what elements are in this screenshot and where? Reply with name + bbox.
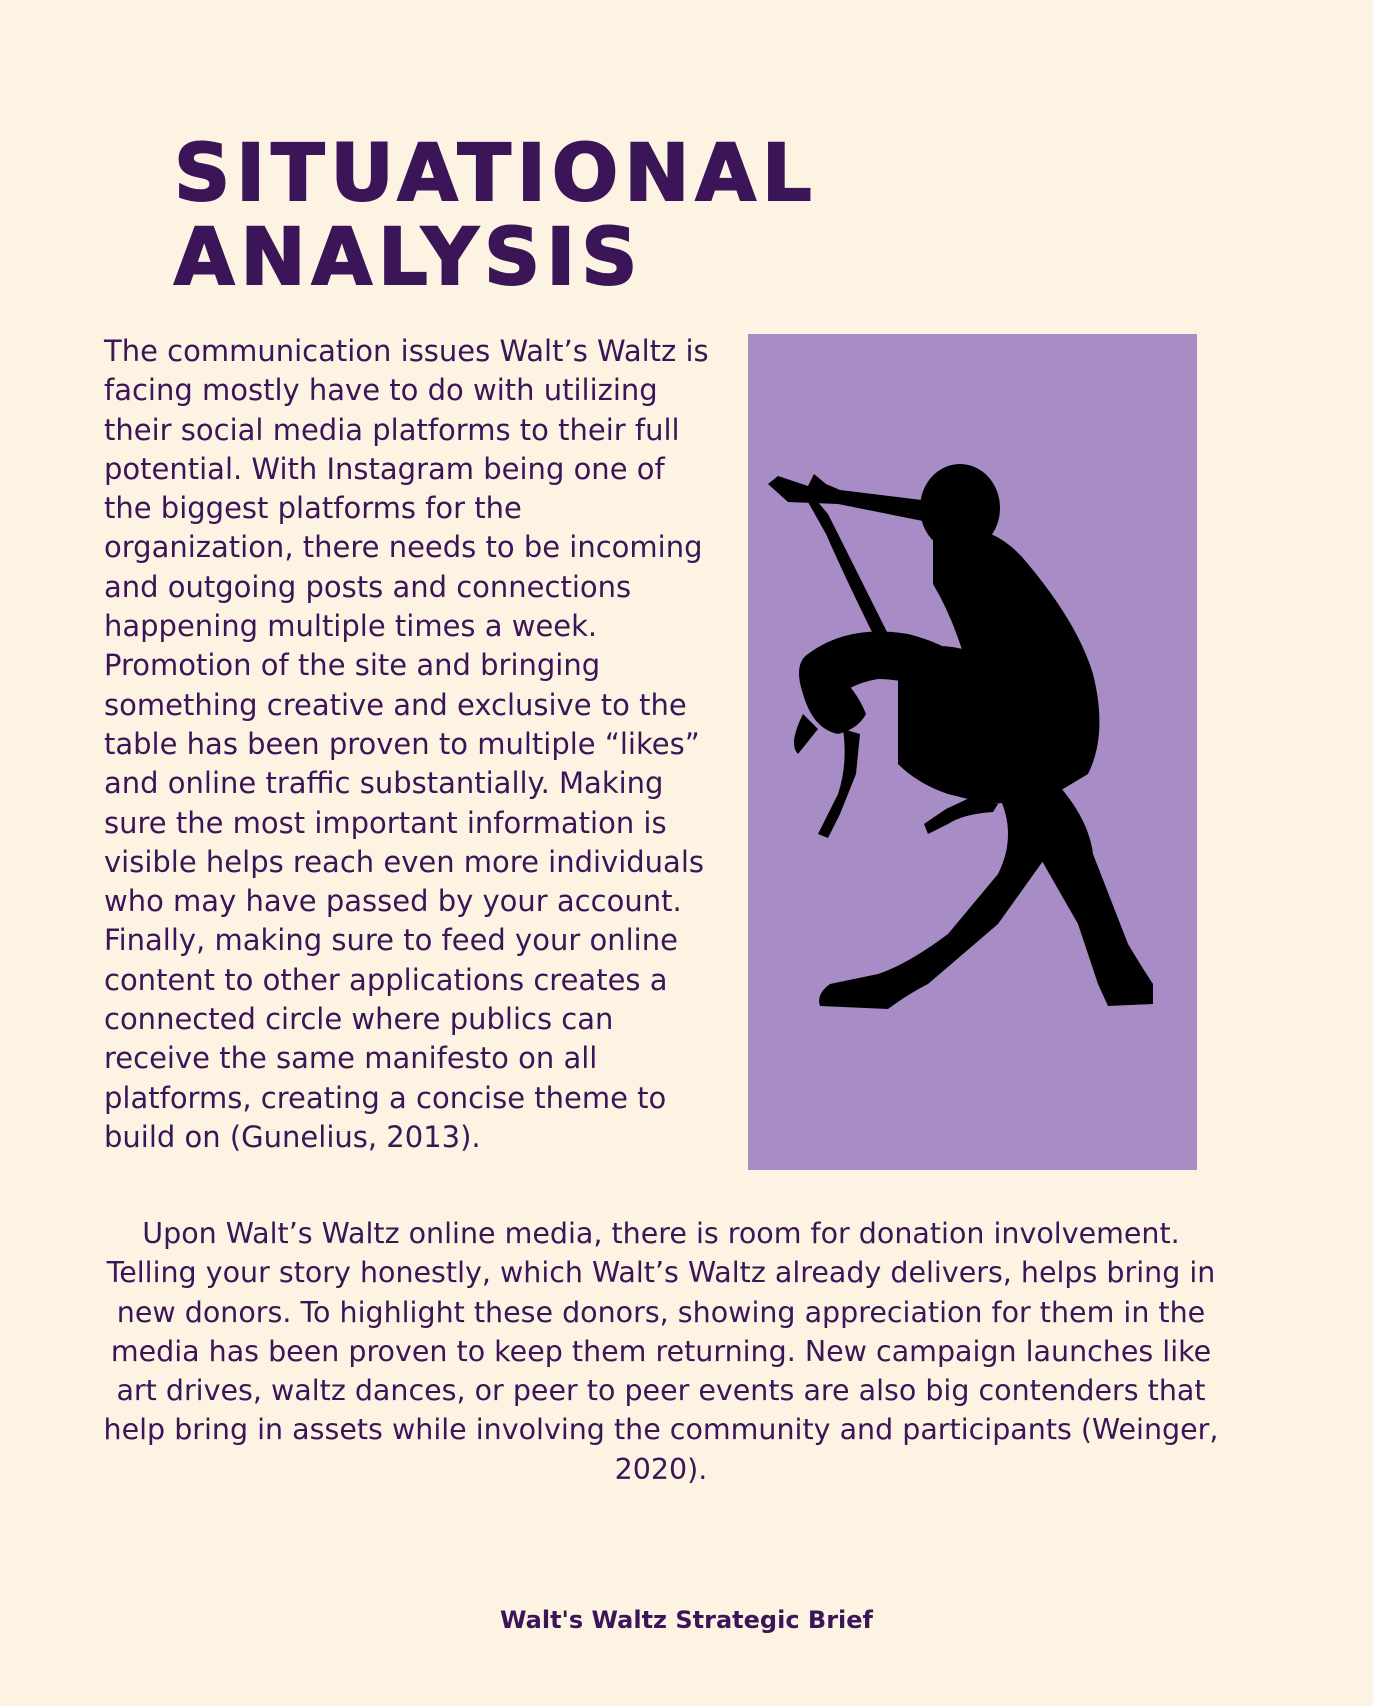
footer-caption: Walt's Waltz Strategic Brief — [500, 1606, 873, 1634]
title-line-1: SITUATIONAL — [174, 129, 818, 219]
body-paragraph-1: The communication issues Walt’s Waltz is facing mostly have to do with utilizing their social media platforms to their full potential. With Instagram being one of the biggest platforms for the organization, there needs to be incoming and outgoing posts and connections happening multiple times a week. Promotion of the site and bringing something creative and exclusive to the table has been proven to multiple “likes” and online traffic substantially. Making sure the most important information is visible helps reach even more individuals who may have passed by your account. Finally, making sure to feed your online content to other applications creates a connected circle where publics can receive the same manifesto on all platforms, creating a concise theme to build on (Gunelius, 2013). — [104, 334, 709, 1154]
dancers-image — [748, 334, 1197, 1170]
title-line-2: ANALYSIS — [174, 213, 644, 303]
body-paragraph-2: Upon Walt’s Waltz online media, there is room for donation involvement. Telling your story honestly, which Walt’s Waltz already delivers, helps bring in new donors. To highlight these donors, showing appreciation for them in the media has been proven to keep them returning. New campaign launches like art drives, waltz dances, or peer to peer events are also big contenders that help bring in assets while involving the community and participants (Weinger, 2020). — [103, 1217, 1219, 1486]
dancing-couple-silhouette-icon — [748, 334, 1197, 1170]
page-title — [174, 129, 818, 303]
